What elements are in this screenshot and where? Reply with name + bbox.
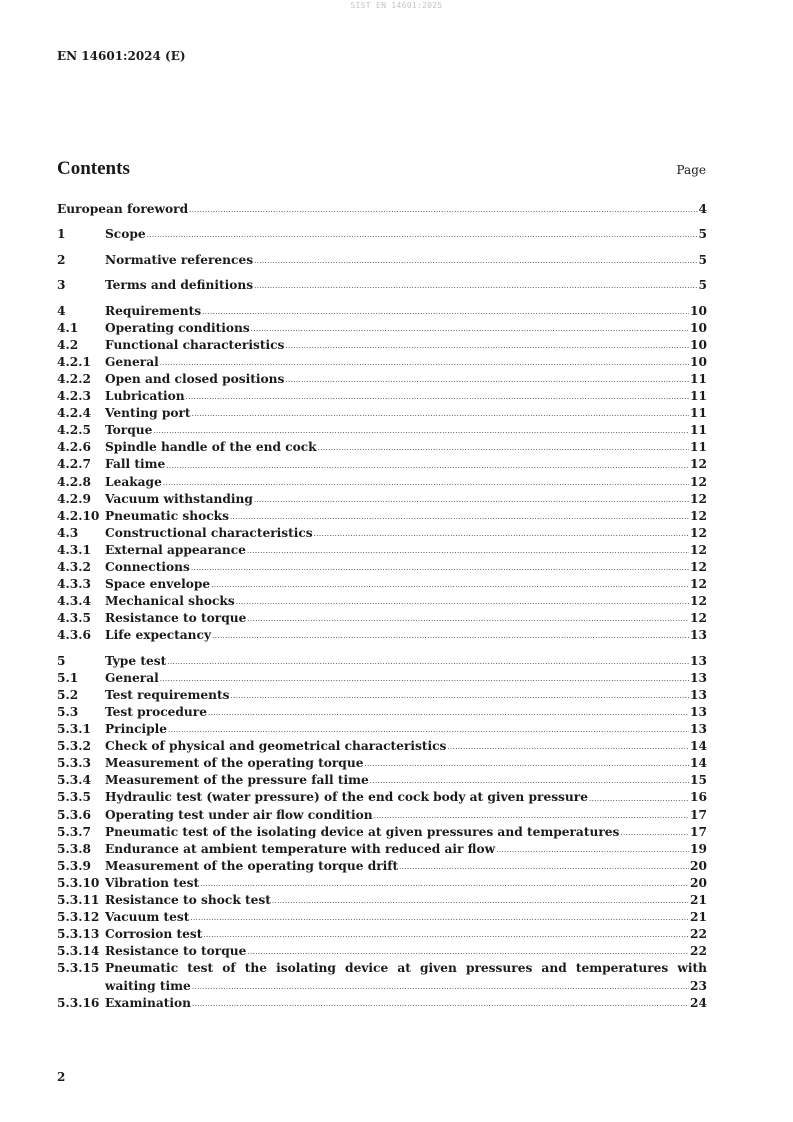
- toc-entry-title: Functional characteristics: [105, 337, 285, 352]
- toc-leader-dots: [163, 477, 689, 489]
- toc-entry-number: 5.3.14: [57, 944, 100, 959]
- toc-entry-number: 5: [57, 653, 66, 668]
- toc-leader-dots: [285, 340, 689, 352]
- toc-entry-title: Measurement of the operating torque drift: [105, 858, 399, 873]
- toc-leader-dots: [364, 758, 689, 770]
- toc-entry-title: Space envelope: [105, 577, 211, 592]
- toc-entry-title: Torque: [105, 423, 153, 438]
- toc-entry-title: Scope: [105, 227, 146, 242]
- toc-entry-title: Pneumatic test of the isolating device at given pressures and temperatures with: [105, 961, 707, 976]
- toc-entry-number: 5.3.6: [57, 807, 91, 822]
- toc-entry-page: 13: [690, 670, 707, 685]
- toc-entry-number: 4.3.2: [57, 559, 91, 574]
- toc-entry-number: 4.2.3: [57, 389, 91, 404]
- toc-entry-title-continued: waiting time: [105, 978, 191, 993]
- toc-entry-5-3-2[interactable]: [57, 738, 707, 755]
- toc-entry-number: 5.3.13: [57, 927, 100, 942]
- toc-entry-number: 5.3.16: [57, 995, 100, 1010]
- toc-leader-dots: [272, 895, 689, 907]
- toc-leader-dots: [374, 810, 689, 822]
- toc-leader-dots: [167, 656, 689, 668]
- toc-entry-page: 11: [690, 389, 707, 404]
- toc-leader-dots: [247, 946, 689, 958]
- toc-leader-dots: [168, 724, 689, 736]
- toc-entry-number: 4.3: [57, 525, 79, 540]
- toc-entry-page: 22: [690, 927, 707, 942]
- toc-entry-4-2-4[interactable]: [57, 405, 707, 422]
- toc-entry-number: 4.3.3: [57, 577, 91, 592]
- toc-entry-page: 10: [690, 303, 707, 318]
- toc-entry-number: 5.3.5: [57, 790, 91, 805]
- toc-leader-dots: [370, 775, 689, 787]
- toc-leader-dots: [189, 204, 697, 216]
- contents-heading: Contents: [57, 158, 130, 179]
- toc-entry-title: Resistance to shock test: [105, 893, 271, 908]
- toc-entry-number: 5.3.8: [57, 841, 91, 856]
- toc-entry-4-3-3[interactable]: [57, 576, 707, 593]
- toc-entry-page: 16: [690, 790, 707, 805]
- toc-entry-page: 12: [690, 474, 707, 489]
- toc-entry-title: Terms and definitions: [105, 278, 254, 293]
- toc-leader-dots: [399, 861, 689, 873]
- page-column-label: Page: [676, 163, 706, 177]
- toc-entry-number: 5.3.2: [57, 739, 91, 754]
- toc-leader-dots: [254, 494, 689, 506]
- toc-leader-dots: [589, 793, 689, 805]
- toc-entry-page: 19: [690, 841, 707, 856]
- toc-entry-number: 5.3.10: [57, 875, 100, 890]
- toc-entry-page: 12: [690, 491, 707, 506]
- toc-entry-title: Open and closed positions: [105, 371, 285, 386]
- toc-entry-title: Life expectancy: [105, 628, 212, 643]
- toc-leader-dots: [496, 844, 689, 856]
- toc-leader-dots: [192, 981, 689, 993]
- toc-entry-page: 11: [690, 371, 707, 386]
- toc-entry-title: Principle: [105, 722, 168, 737]
- document-identifier: EN 14601:2024 (E): [57, 49, 186, 63]
- toc-entry-number: 5.3.3: [57, 756, 91, 771]
- toc-leader-dots: [251, 323, 689, 335]
- toc-entry-5-3-11[interactable]: [57, 892, 707, 909]
- toc-entry-page: 12: [690, 594, 707, 609]
- toc-entry-page: 12: [690, 611, 707, 626]
- toc-entry-5[interactable]: [57, 653, 707, 670]
- toc-entry-5-3-5[interactable]: [57, 789, 707, 806]
- toc-entry-5-3-1[interactable]: [57, 721, 707, 738]
- toc-entry-number: 4.3.1: [57, 542, 91, 557]
- toc-leader-dots: [202, 306, 689, 318]
- toc-entry-5-3[interactable]: [57, 704, 707, 721]
- toc-entry-title: Hydraulic test (water pressure) of the end cock body at given pressure: [105, 790, 588, 805]
- toc-leader-dots: [203, 929, 689, 941]
- toc-leader-dots: [285, 374, 689, 386]
- toc-entry-title: Requirements: [105, 303, 202, 318]
- toc-entry-page: 12: [690, 559, 707, 574]
- toc-entry-4-2-6[interactable]: [57, 439, 707, 456]
- toc-entry-title: Lubrication: [105, 389, 185, 404]
- toc-leader-dots: [200, 878, 689, 890]
- toc-entry-5-3-4[interactable]: [57, 772, 707, 789]
- toc-entry-page: 21: [690, 893, 707, 908]
- toc-entry-number: 5.3.15: [57, 961, 100, 976]
- toc-entry-number: 4.2.10: [57, 508, 100, 523]
- toc-leader-dots: [254, 255, 697, 267]
- toc-entry-number: 4: [57, 303, 66, 318]
- toc-entry-number: 4.2.9: [57, 491, 91, 506]
- toc-entry-title: Examination: [105, 995, 191, 1010]
- toc-entry-page: 21: [690, 910, 707, 925]
- toc-entry-4-3[interactable]: [57, 525, 707, 542]
- toc-leader-dots: [254, 280, 697, 292]
- toc-entry-title: Vacuum withstanding: [105, 491, 253, 506]
- toc-entry-title: Connections: [105, 559, 190, 574]
- toc-entry-4-2-3[interactable]: [57, 388, 707, 405]
- toc-entry-4[interactable]: [57, 303, 707, 320]
- toc-entry-number: 4.2.5: [57, 423, 91, 438]
- toc-entry-title: Check of physical and geometrical characteristics: [105, 739, 447, 754]
- toc-entry-title: Corrosion test: [105, 927, 203, 942]
- toc-entry-number: 4.2: [57, 337, 79, 352]
- toc-entry-5-3-8[interactable]: [57, 841, 707, 858]
- toc-entry-4-3-4[interactable]: [57, 593, 707, 610]
- toc-entry-title: Resistance to torque: [105, 611, 247, 626]
- toc-entry-page: 13: [690, 687, 707, 702]
- toc-entry-number: 4.3.5: [57, 611, 91, 626]
- toc-entry-title: Operating test under air flow condition: [105, 807, 373, 822]
- toc-entry-page: 13: [690, 628, 707, 643]
- toc-entry-number: 4.2.1: [57, 354, 91, 369]
- toc-entry-5-3-7[interactable]: [57, 824, 707, 841]
- toc-entry-4-3-2[interactable]: [57, 559, 707, 576]
- toc-entry-4-3-6[interactable]: [57, 627, 707, 644]
- toc-entry-page: 5: [698, 278, 707, 293]
- toc-leader-dots: [212, 630, 689, 642]
- toc-entry-page: 12: [690, 542, 707, 557]
- toc-entry-4-2-7[interactable]: [57, 456, 707, 473]
- table-of-contents: [57, 201, 707, 1012]
- toc-entry-4-2-5[interactable]: [57, 422, 707, 439]
- toc-entry-page: 10: [690, 354, 707, 369]
- toc-entry-title: Test requirements: [105, 687, 230, 702]
- toc-entry-page: 10: [690, 320, 707, 335]
- toc-entry-number: 5.2: [57, 687, 79, 702]
- toc-entry-title: Leakage: [105, 474, 162, 489]
- toc-entry-page: 13: [690, 705, 707, 720]
- toc-entry-page: 14: [690, 756, 707, 771]
- toc-leader-dots: [191, 562, 689, 574]
- toc-entry-page: 10: [690, 337, 707, 352]
- toc-entry-number: 2: [57, 252, 66, 267]
- toc-entry-number: 4.2.6: [57, 440, 91, 455]
- toc-entry-5-3-10[interactable]: [57, 875, 707, 892]
- toc-entry-title: Venting port: [105, 406, 191, 421]
- toc-entry-page: 12: [690, 508, 707, 523]
- toc-leader-dots: [192, 998, 689, 1010]
- toc-entry-4-1[interactable]: [57, 320, 707, 337]
- toc-entry-4-2-1[interactable]: [57, 354, 707, 371]
- toc-leader-dots: [160, 673, 689, 685]
- toc-leader-dots: [192, 408, 689, 420]
- toc-entry-5-3-15[interactable]: [57, 960, 707, 994]
- toc-entry-page: 11: [690, 406, 707, 421]
- toc-entry-number: 5.3.4: [57, 773, 91, 788]
- toc-entry-title: Fall time: [105, 457, 166, 472]
- toc-entry-page: 24: [690, 995, 707, 1010]
- toc-entry-number: 5.3.9: [57, 858, 91, 873]
- toc-entry-4-2-8[interactable]: [57, 474, 707, 491]
- toc-entry-number: 5.3.11: [57, 893, 100, 908]
- toc-entry-page: 13: [690, 722, 707, 737]
- toc-entry-title: Type test: [105, 653, 167, 668]
- toc-entry-page: 17: [690, 807, 707, 822]
- toc-entry-title: Operating conditions: [105, 320, 250, 335]
- toc-entry-4-2[interactable]: [57, 337, 707, 354]
- toc-entry-number: 1: [57, 227, 66, 242]
- toc-leader-dots: [208, 707, 689, 719]
- toc-leader-dots: [447, 741, 689, 753]
- toc-entry-5-2[interactable]: [57, 687, 707, 704]
- toc-entry-title: Endurance at ambient temperature with reduced air flow: [105, 841, 496, 856]
- toc-entry-5-3-6[interactable]: [57, 807, 707, 824]
- toc-entry-title: Normative references: [105, 252, 254, 267]
- toc-entry-title: Constructional characteristics: [105, 525, 313, 540]
- toc-entry-page: 5: [698, 252, 707, 267]
- toc-entry-number: 5.1: [57, 670, 79, 685]
- toc-entry-title: General: [105, 670, 159, 685]
- toc-entry-page: 11: [690, 423, 707, 438]
- toc-entry-5-3-13[interactable]: [57, 926, 707, 943]
- toc-entry-5-3-9[interactable]: [57, 858, 707, 875]
- toc-entry-number: 4.1: [57, 320, 79, 335]
- toc-entry-title: Vacuum test: [105, 910, 190, 925]
- toc-leader-dots: [318, 442, 689, 454]
- toc-entry-page: 20: [690, 875, 707, 890]
- toc-entry-page: 12: [690, 525, 707, 540]
- toc-entry-number: 5.3: [57, 705, 79, 720]
- toc-entry-page: 20: [690, 858, 707, 873]
- toc-entry-number: 4.3.6: [57, 628, 91, 643]
- toc-leader-dots: [230, 511, 689, 523]
- toc-leader-dots: [247, 613, 689, 625]
- toc-leader-dots: [231, 690, 690, 702]
- toc-entry-continuation-line: [57, 978, 707, 995]
- toc-entry-title: Measurement of the operating torque: [105, 756, 364, 771]
- toc-entry-title: Mechanical shocks: [105, 594, 235, 609]
- toc-entry-foreword[interactable]: [57, 201, 707, 218]
- toc-entry-title: Test procedure: [105, 705, 207, 720]
- toc-entry-title: External appearance: [105, 542, 246, 557]
- toc-entry-title: Spindle handle of the end cock: [105, 440, 317, 455]
- toc-entry-5-3-12[interactable]: [57, 909, 707, 926]
- toc-leader-dots: [186, 391, 689, 403]
- toc-entry-page: 15: [690, 773, 707, 788]
- toc-entry-number: 3: [57, 278, 66, 293]
- toc-leader-dots: [211, 579, 689, 591]
- toc-leader-dots: [190, 912, 689, 924]
- toc-entry-number: 5.3.12: [57, 910, 100, 925]
- toc-entry-number: 4.2.8: [57, 474, 91, 489]
- toc-leader-dots: [247, 545, 689, 557]
- toc-entry-page: 5: [698, 227, 707, 242]
- toc-entry-3[interactable]: [57, 277, 707, 294]
- toc-entry-4-3-1[interactable]: [57, 542, 707, 559]
- toc-entry-page: 12: [690, 577, 707, 592]
- toc-entry-5-3-3[interactable]: [57, 755, 707, 772]
- toc-entry-title: Vibration test: [105, 875, 200, 890]
- toc-entry-4-2-2[interactable]: [57, 371, 707, 388]
- toc-entry-page: 13: [690, 653, 707, 668]
- toc-leader-dots: [166, 460, 689, 472]
- toc-entry-page: 11: [690, 440, 707, 455]
- toc-entry-title: Pneumatic test of the isolating device at given pressures and temperatures: [105, 824, 620, 839]
- toc-entry-5-3-14[interactable]: [57, 943, 707, 960]
- toc-leader-dots: [153, 425, 689, 437]
- toc-entry-title: General: [105, 354, 159, 369]
- toc-leader-dots: [620, 827, 689, 839]
- toc-entry-title: Pneumatic shocks: [105, 508, 229, 523]
- toc-entry-page: 17: [690, 824, 707, 839]
- toc-entry-4-2-10[interactable]: [57, 508, 707, 525]
- watermark: SIST EN 14601:2025: [350, 1, 443, 10]
- toc-entry-number: 5.3.1: [57, 722, 91, 737]
- toc-entry-1[interactable]: [57, 226, 707, 243]
- toc-entry-5-3-16[interactable]: [57, 995, 707, 1012]
- toc-leader-dots: [147, 229, 698, 241]
- toc-entry-4-3-5[interactable]: [57, 610, 707, 627]
- toc-entry-4-2-9[interactable]: [57, 491, 707, 508]
- toc-entry-5-1[interactable]: [57, 670, 707, 687]
- page-number: 2: [57, 1070, 66, 1084]
- toc-entry-page: 14: [690, 739, 707, 754]
- toc-entry-2[interactable]: [57, 252, 707, 269]
- toc-entry-number: 4.2.4: [57, 406, 91, 421]
- toc-entry-title: European foreword: [57, 202, 189, 216]
- toc-leader-dots: [236, 596, 689, 608]
- toc-leader-dots: [160, 357, 689, 369]
- toc-entry-first-line: [57, 960, 707, 977]
- toc-entry-page: 22: [690, 944, 707, 959]
- toc-entry-number: 4.3.4: [57, 594, 91, 609]
- toc-entry-number: 4.2.2: [57, 371, 91, 386]
- toc-entry-number: 4.2.7: [57, 457, 91, 472]
- toc-entry-title: Measurement of the pressure fall time: [105, 773, 369, 788]
- toc-entry-page: 23: [690, 978, 707, 993]
- toc-entry-page: 4: [698, 202, 707, 216]
- toc-entry-title: Resistance to torque: [105, 944, 247, 959]
- toc-entry-number: 5.3.7: [57, 824, 91, 839]
- toc-leader-dots: [314, 528, 689, 540]
- toc-entry-page: 12: [690, 457, 707, 472]
